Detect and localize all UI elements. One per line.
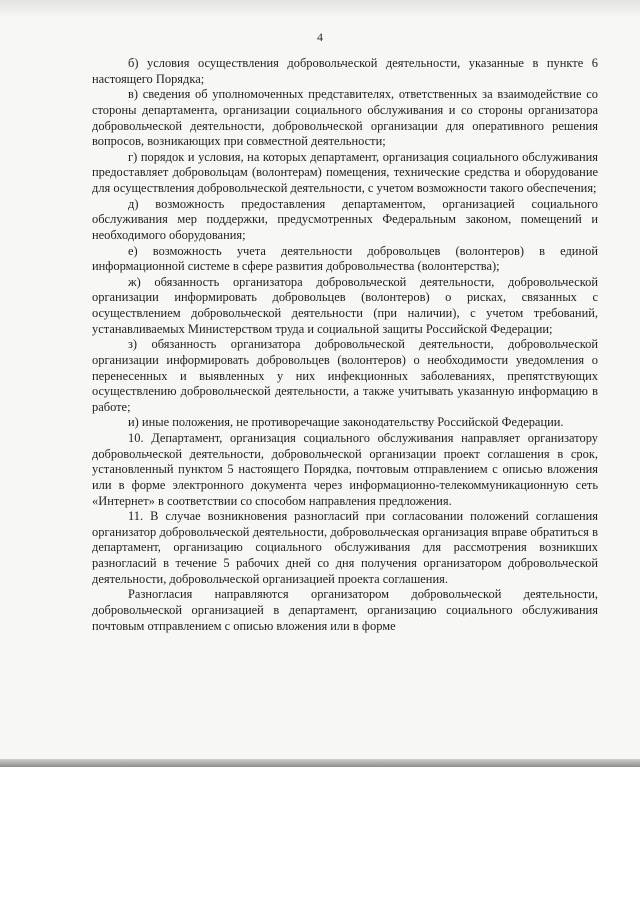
paragraph-item-e: е) возможность учета деятельности добровольцев (волонтеров) в единой информационной системе в сфере развития добровольчества (волонтерства); xyxy=(92,243,598,274)
page-number: 4 xyxy=(317,30,323,44)
paragraph-item-z: з) обязанность организатора добровольческой деятельности, добровольческой организации информировать добровольцев (волонтеров) о необходимости уведомления о перенесенных и выявленных у них инфекционных заболеваниях, препятствующих осуществлению добровольческой деятельности, а также учитывать указанную информацию в работе; xyxy=(92,337,598,414)
paragraph-item-g: г) порядок и условия, на которых департамент, организация социального обслуживания предоставляет добровольцам (волонтерам) помещения, технические средства и оборудование для осуществления добровольческой деятельности, с учетом возможности такого обеспечения; xyxy=(92,149,598,195)
paragraph-disagreements: Разногласия направляются организатором добровольческой деятельности, добровольческой организацией в департамент, организацию социального обслуживания почтовым отправлением с описью вложения или в форме xyxy=(92,587,598,633)
paragraph-item-v: в) сведения об уполномоченных представителях, ответственных за взаимодействие со стороны департамента, организации социального обслуживания и со стороны организатора добровольческой деятельности, добровольческой организации для оперативного решения вопросов, возникающих при совместной деятельности; xyxy=(92,87,598,149)
paragraph-clause-11: 11. В случае возникновения разногласий при согласовании положений соглашения организатор добровольческой деятельности, добровольческая организация вправе обратиться в департамент, организацию социального обслуживания для рассмотрения возникших разногласий в течение 5 рабочих дней со дня получения организатором добровольческой деятельности, добровольческой организацией проекта соглашения. xyxy=(92,509,598,586)
paragraph-item-b: б) условия осуществления добровольческой деятельности, указанные в пункте 6 настоящего Порядка; xyxy=(92,56,598,86)
scan-top-shadow xyxy=(0,0,640,18)
paragraph-item-d: д) возможность предоставления департаментом, организацией социального обслуживания мер поддержки, предусмотренных Федеральным законом, помещений и необходимого оборудования; xyxy=(92,196,598,242)
document-body xyxy=(92,56,598,634)
paragraph-item-i: и) иные положения, не противоречащие законодательству Российской Федерации. xyxy=(128,415,564,430)
scan-bottom-edge xyxy=(0,759,640,767)
paragraph-item-zh: ж) обязанность организатора добровольческой деятельности, добровольческой организации информировать добровольцев (волонтеров) о рисках, связанных с осуществлением добровольческой деятельности (при наличии), с учетом требований, устанавливаемых Министерством труда и социальной защиты Российской Федерации; xyxy=(92,274,598,336)
paragraph-clause-10: 10. Департамент, организация социального обслуживания направляет организатору добровольческой деятельности, добровольческой организации проект соглашения в срок, установленный пунктом 5 настоящего Порядка, почтовым отправлением с описью вложения или в форме электронного документа через информационно-телекоммуникационную сеть «Интернет» в соответствии со способом направления предложения. xyxy=(92,431,598,508)
